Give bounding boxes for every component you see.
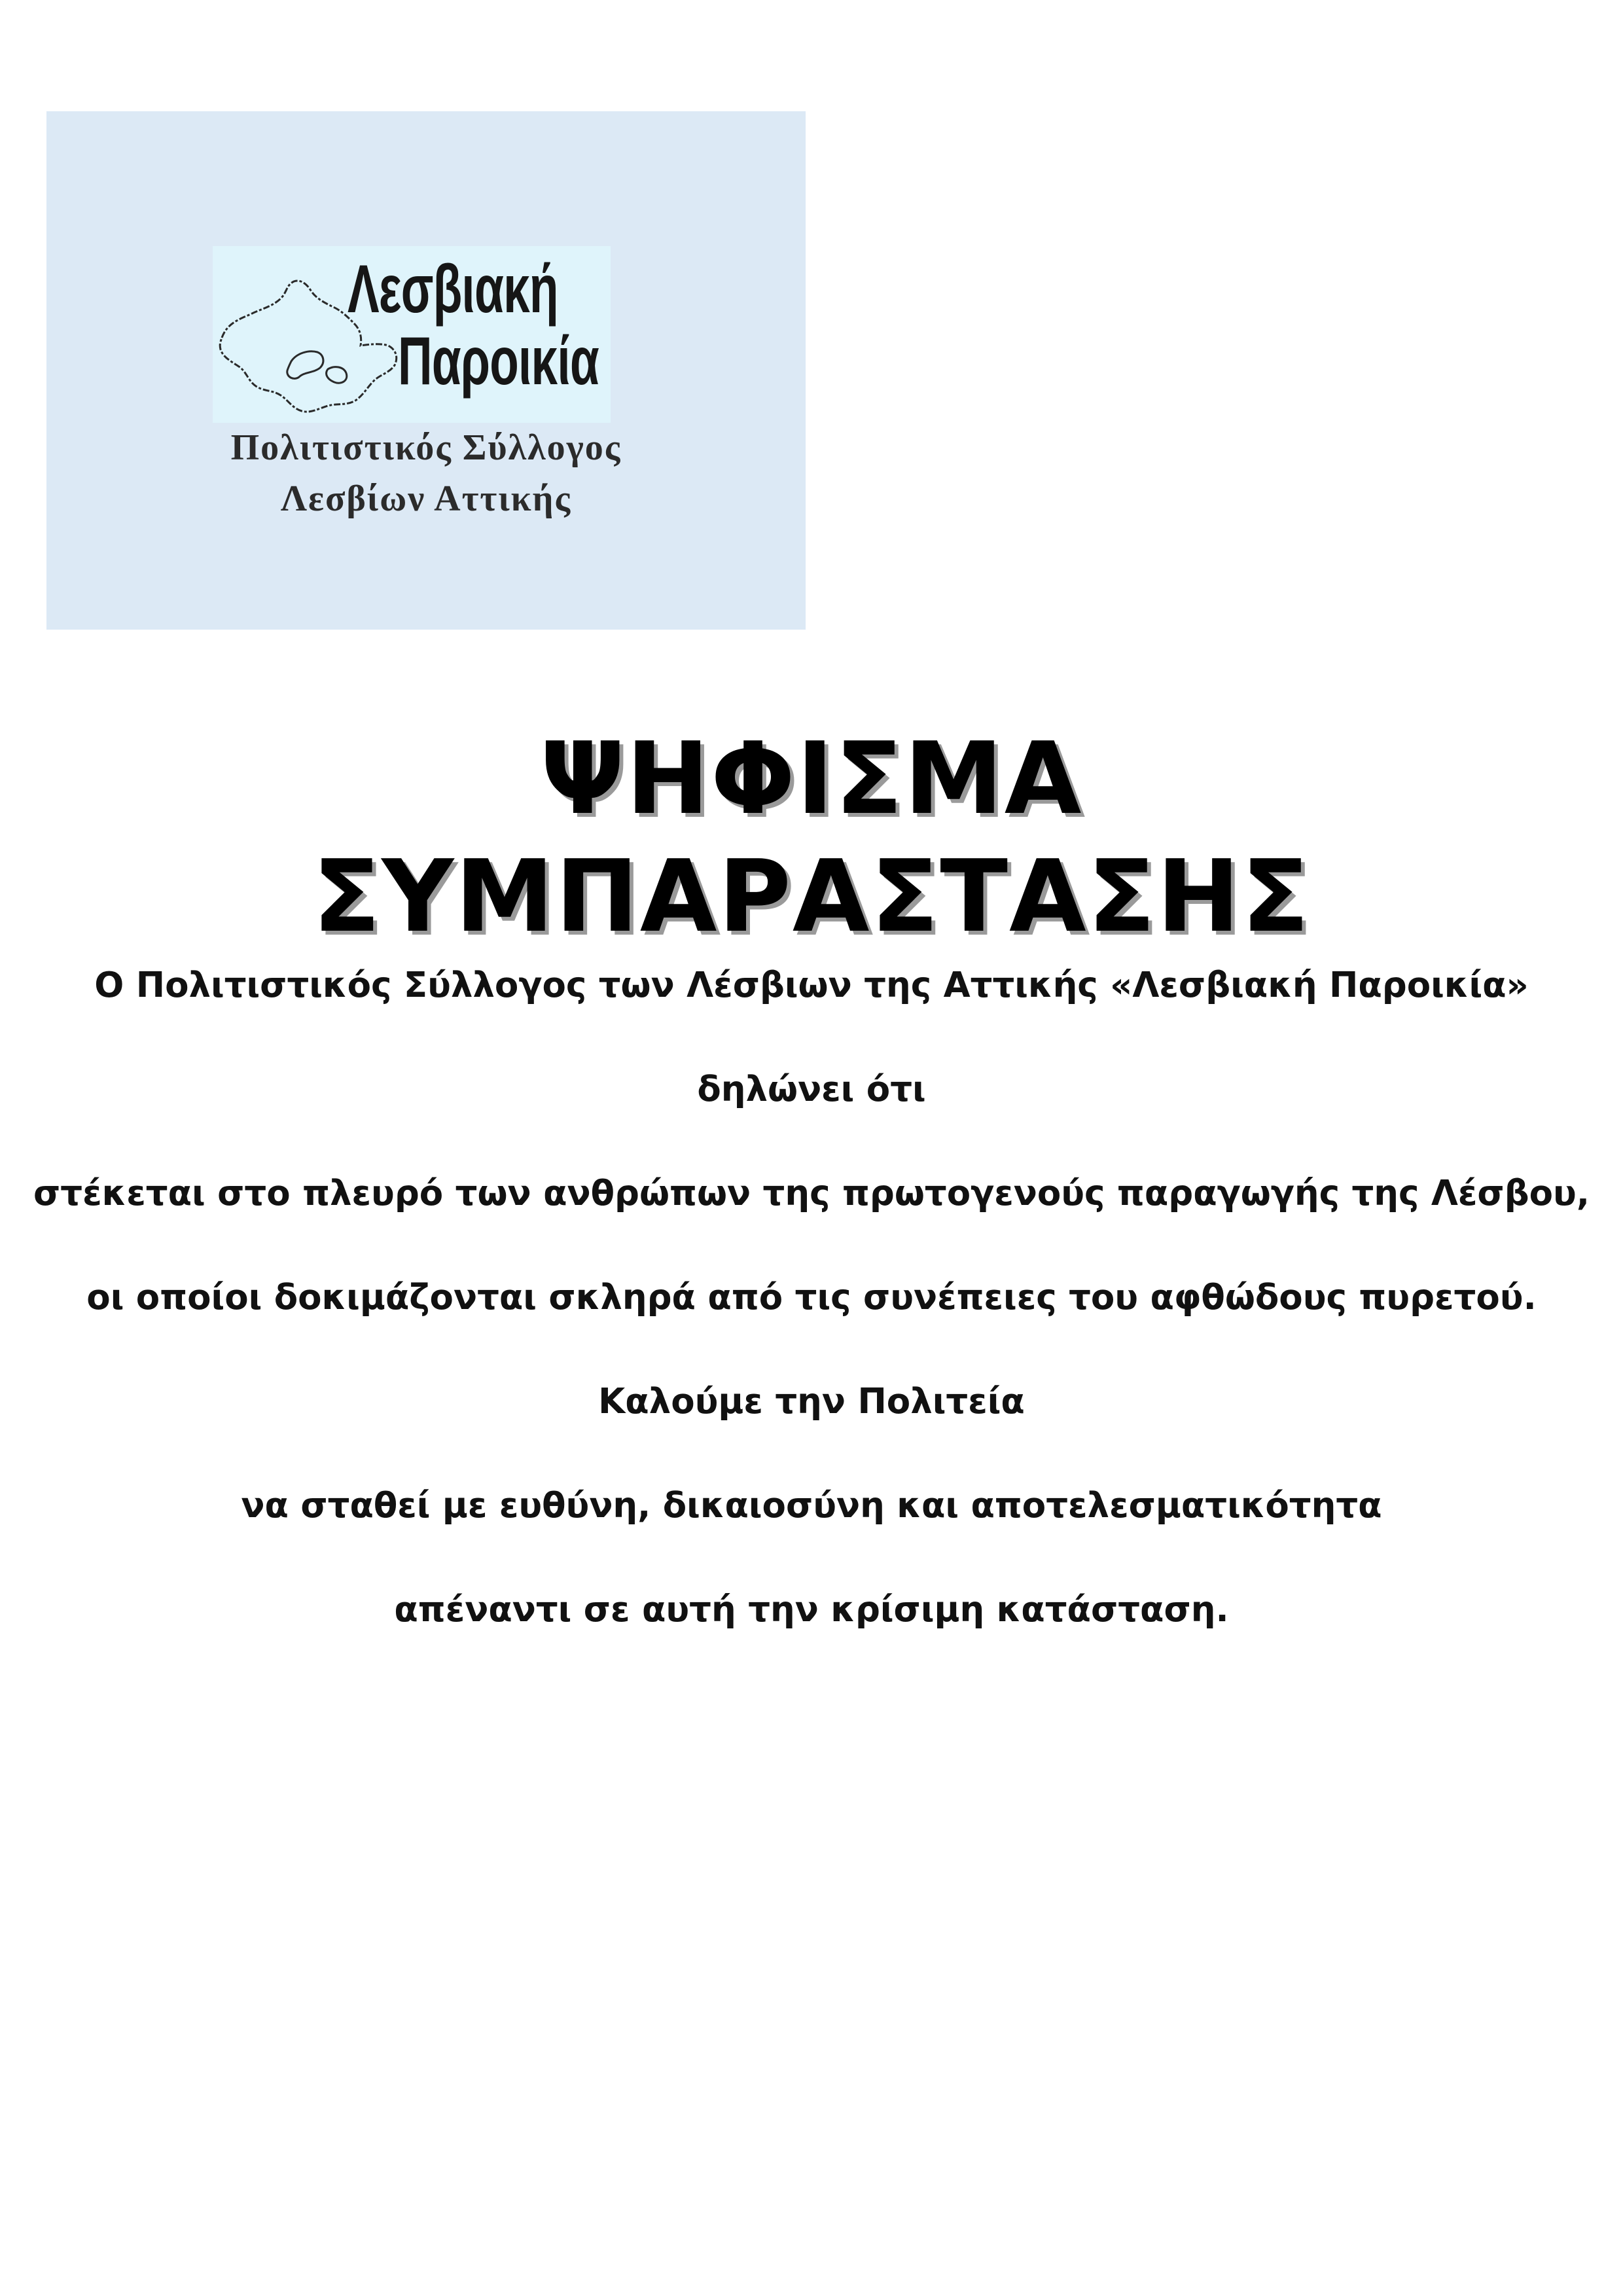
body-line-5: Καλούμε την Πολιτεία bbox=[598, 1382, 1025, 1422]
logo-caption-line2: Λεσβίων Αττικής bbox=[280, 478, 572, 519]
logo-name-line2: Παροικία bbox=[398, 323, 599, 399]
logo-badge bbox=[213, 246, 611, 423]
body-line-2: δηλώνει ότι bbox=[697, 1069, 926, 1109]
resolution-text bbox=[0, 956, 1623, 1684]
body-line-4: οι οποίοι δοκιμάζονται σκληρά από τις συνέπειες του αφθώδους πυρετού. bbox=[86, 1278, 1537, 1318]
logo-caption-line1: Πολιτιστικός Σύλλογος bbox=[230, 427, 622, 468]
body-line-1: Ο Πολιτιστικός Σύλλογος των Λέσβιων της Αττικής «Λεσβιακή Παροικία» bbox=[94, 965, 1529, 1005]
association-logo bbox=[46, 111, 806, 630]
logo-name-line1: Λεσβιακή bbox=[348, 251, 558, 327]
body-line-7: απέναντι σε αυτή την κρίσιμη κατάσταση. bbox=[394, 1590, 1229, 1630]
body-line-6: να σταθεί με ευθύνη, δικαιοσύνη και αποτελεσματικότητα bbox=[241, 1486, 1382, 1526]
body-line-3: στέκεται στο πλευρό των ανθρώπων της πρωτογενούς παραγωγής της Λέσβου, bbox=[33, 1174, 1590, 1213]
document-title: ΨΗΦΙΣΜΑ ΣΥΜΠΑΡΑΣΤΑΣΗΣ bbox=[312, 721, 1311, 954]
